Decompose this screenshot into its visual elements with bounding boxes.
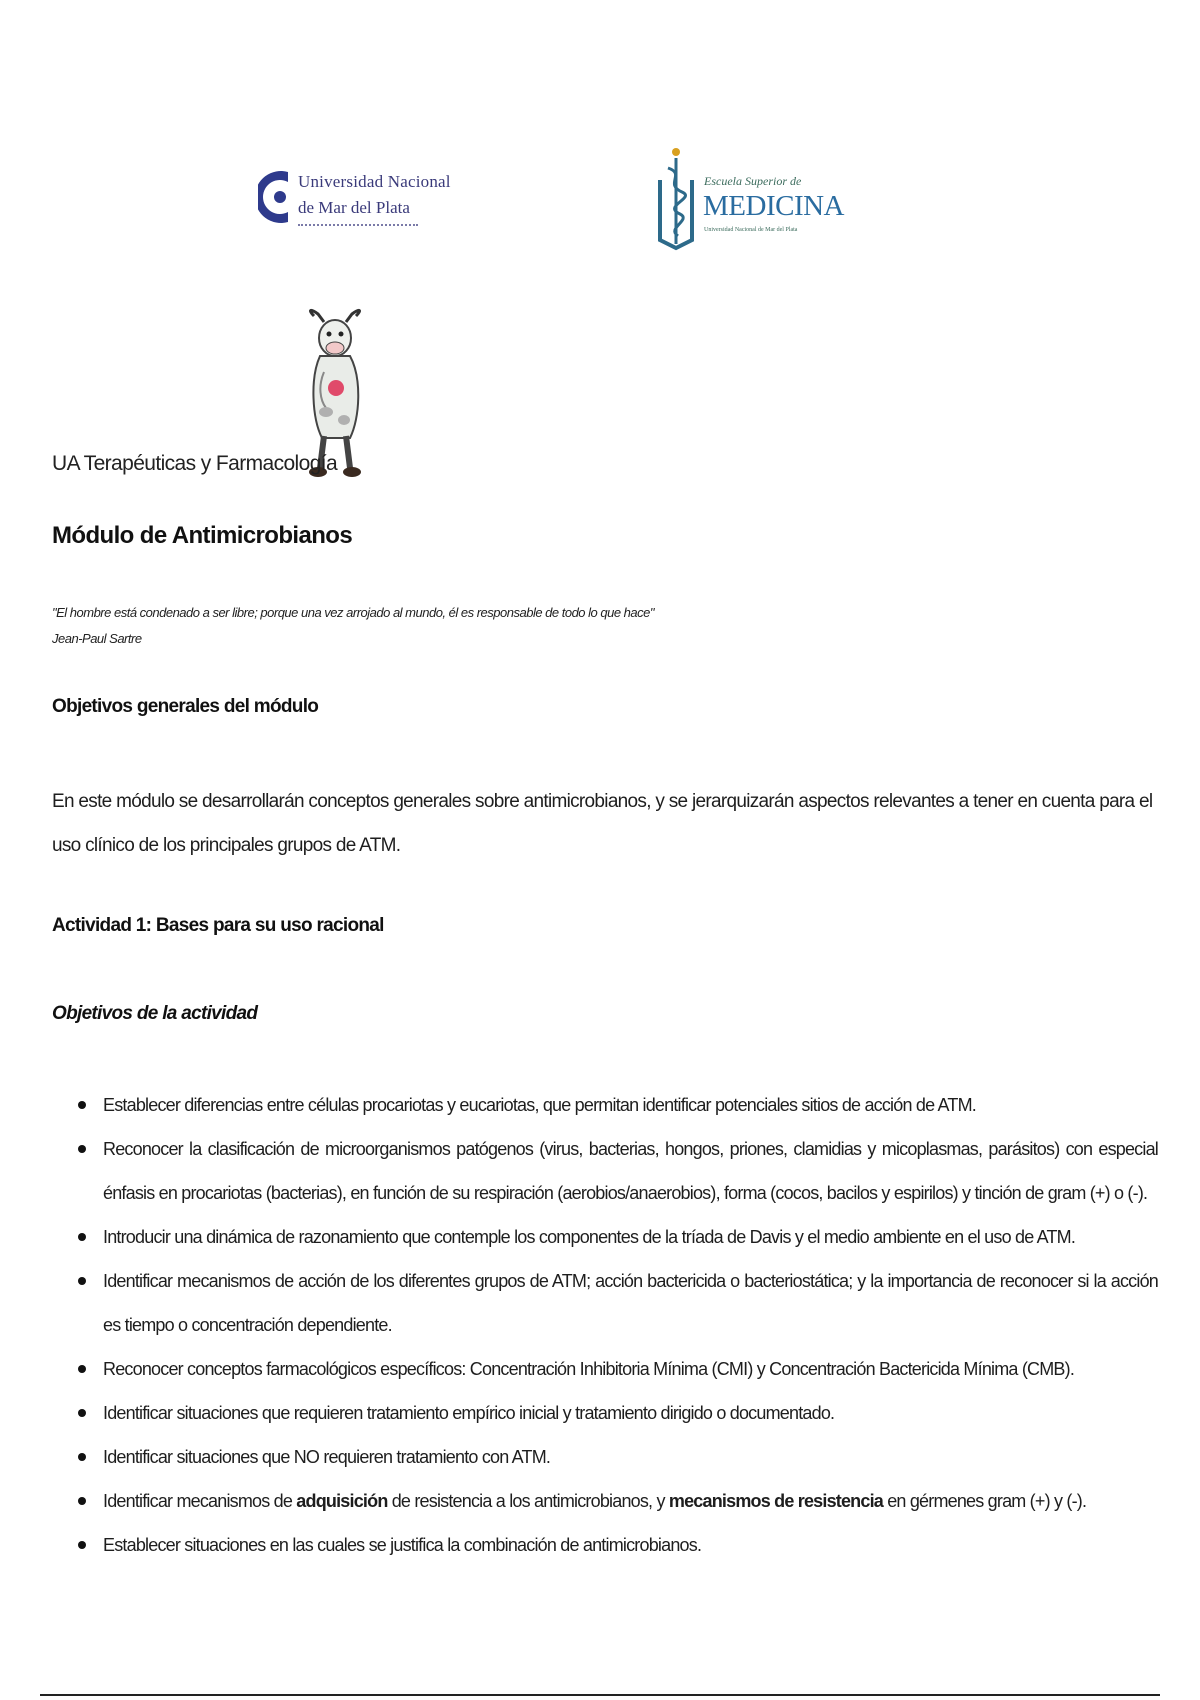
epigraph: [52, 600, 654, 652]
bullet-icon: [78, 1101, 86, 1109]
list-item-text: Establecer diferencias entre células procariotas y eucariotas, que permitan identificar potenciales sitios de acción de ATM.: [103, 1095, 976, 1115]
university-name-line1: Universidad Nacional: [298, 172, 451, 191]
bullet-icon: [78, 1541, 86, 1549]
list-item-text: Identificar situaciones que NO requieren tratamiento con ATM.: [103, 1447, 551, 1467]
activity-objectives-heading: Objetivos de la actividad: [52, 1003, 258, 1024]
bullet-icon: [78, 1233, 86, 1241]
epigraph-author: Jean-Paul Sartre: [52, 631, 142, 646]
bullet-icon: [78, 1497, 86, 1505]
item-text-part: de resistencia a los antimicrobianos, y: [387, 1491, 669, 1511]
activity-heading: Actividad 1: Bases para su uso racional: [52, 915, 384, 936]
bullet-icon: [78, 1409, 86, 1417]
school-name-line1: Escuela Superior de: [704, 174, 802, 188]
list-item: [78, 1127, 1158, 1215]
unmdp-logo-icon: [258, 166, 292, 228]
bullet-icon: [78, 1453, 86, 1461]
medicina-logo: [656, 144, 844, 254]
general-objectives-text: En este módulo se desarrollarán conceptos generales sobre antimicrobianos, y se jerarquizarán aspectos relevantes a tener en cuenta para el uso clínico de los principales grupos de ATM.: [52, 791, 1153, 856]
university-logo-dots: [298, 224, 418, 226]
item-text-part: en gérmenes gram (+) y (-).: [883, 1491, 1087, 1511]
activity-objectives-list: [78, 1083, 1158, 1567]
bullet-icon: [78, 1277, 86, 1285]
item-text-bold: adquisición: [296, 1491, 388, 1511]
list-item: [78, 1391, 1158, 1435]
list-item-text: Introducir una dinámica de razonamiento que contemple los componentes de la tríada de Davis y el medio ambiente en el uso de ATM.: [103, 1227, 1076, 1247]
footer-divider: [40, 1694, 1160, 1696]
list-item: [78, 1523, 1158, 1567]
list-item: [78, 1215, 1158, 1259]
item-text-part: Identificar mecanismos de: [103, 1491, 297, 1511]
list-item-text: Reconocer conceptos farmacológicos específicos: Concentración Inhibitoria Mínima (CMI) y Concentración Bactericida Mínima (CMB).: [103, 1359, 1075, 1379]
list-item: [78, 1347, 1158, 1391]
school-name-line2: MEDICINA: [703, 190, 844, 222]
list-item: [78, 1435, 1158, 1479]
school-name-line3: Universidad Nacional de Mar del Plata: [704, 227, 798, 233]
unit-title: UA Terapéuticas y Farmacología: [52, 452, 338, 475]
university-name-line2: de Mar del Plata: [298, 198, 410, 217]
bullet-icon: [78, 1145, 86, 1153]
list-item: [78, 1479, 1158, 1523]
list-item: [78, 1083, 1158, 1127]
list-item: [78, 1259, 1158, 1347]
general-objectives-heading: Objetivos generales del módulo: [52, 696, 319, 717]
epigraph-quote: "El hombre está condenado a ser libre; porque una vez arrojado al mundo, él es responsable de todo lo que hace": [52, 605, 654, 620]
list-item-text: [103, 1491, 1086, 1511]
list-item-text: Reconocer la clasificación de microorganismos patógenos (virus, bacterias, hongos, priones, clamidias y micoplasmas, parásitos) con especial énfasis en procariotas (bacterias), en función de su respiración (aerobios/anaerobios), forma (cocos, bacilos y espirilos) y tinción de gram (+) o (-).: [103, 1139, 1158, 1203]
list-item-text: Establecer situaciones en las cuales se justifica la combinación de antimicrobianos.: [103, 1535, 702, 1555]
list-item-text: Identificar situaciones que requieren tratamiento empírico inicial y tratamiento dirigido o documentado.: [103, 1403, 835, 1423]
item-text-bold: mecanismos de resistencia: [668, 1491, 883, 1511]
list-item-text: Identificar mecanismos de acción de los diferentes grupos de ATM; acción bactericida o bacteriostática; y la importancia de reconocer si la acción es tiempo o concentración dependiente.: [103, 1271, 1158, 1335]
university-logo: [258, 164, 451, 236]
bullet-icon: [78, 1365, 86, 1373]
module-title: Módulo de Antimicrobianos: [52, 522, 353, 549]
medicina-logo-icon: [656, 144, 700, 254]
